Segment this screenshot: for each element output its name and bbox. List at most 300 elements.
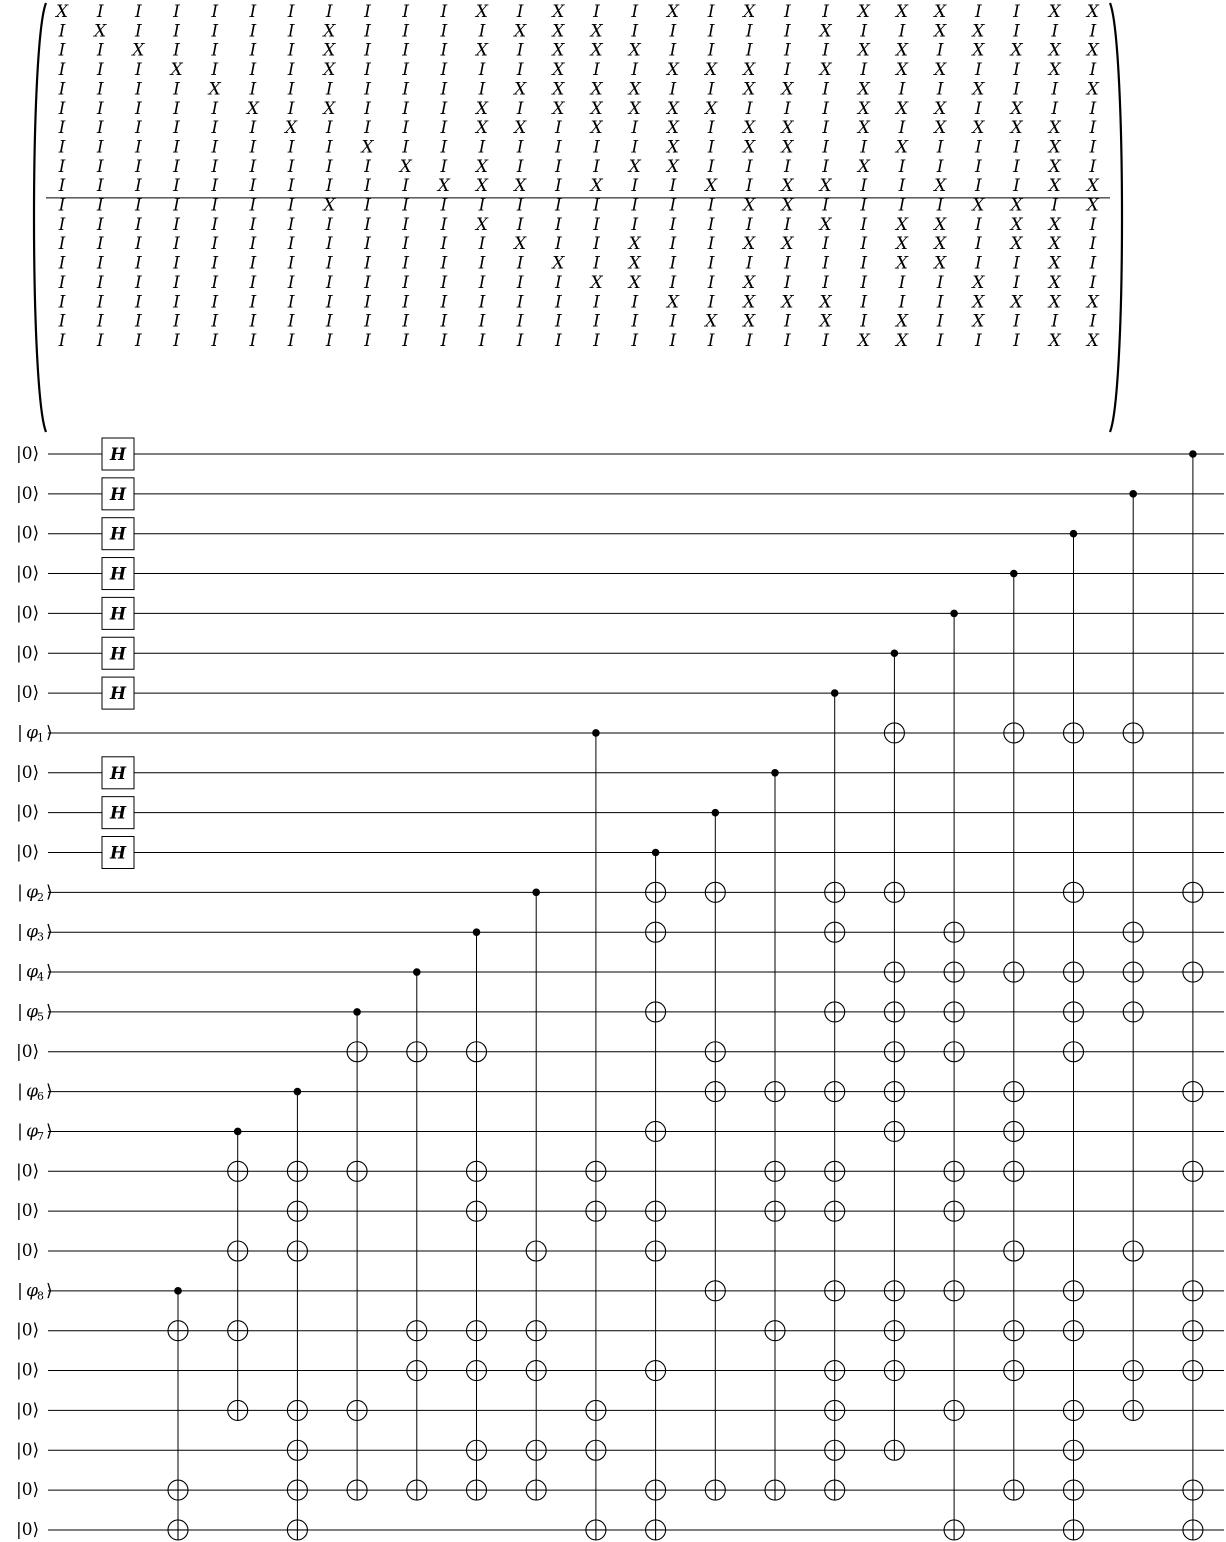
matrix-cell: I [211,40,219,61]
qubit-label [16,1161,39,1181]
cnot-control-dot [294,1088,302,1096]
matrix-cell: I [822,253,829,274]
matrix-cell: I [631,60,639,81]
ket-text: | [17,1280,23,1301]
matrix-cell: X [857,79,870,100]
matrix-cell: I [554,272,562,293]
matrix-cell: I [822,272,829,293]
cnot-target [586,1201,606,1221]
cnot-target [825,922,845,942]
cnot-target [1183,1361,1203,1381]
matrix-cell: I [325,234,333,255]
matrix-cell: I [364,234,371,255]
matrix-cell: I [898,176,906,197]
ket-text: | [17,1121,23,1142]
matrix-cell: I [1013,2,1020,22]
matrix-cell: X [743,311,756,332]
cnot-target [586,1520,606,1540]
cnot-control-dot [652,849,660,857]
matrix-cell: I [707,137,715,158]
cnot-target [1064,1520,1084,1540]
cnot-target [1004,1480,1024,1500]
matrix-cell: I [936,195,944,216]
matrix-cell: I [402,292,409,313]
cnot-target [467,1161,487,1181]
cnot-target [1123,723,1143,743]
cnot-target [228,1241,248,1261]
matrix-cell: X [666,2,679,22]
matrix-cell: I [516,2,524,22]
matrix-cell: I [784,60,791,81]
cnot-target [884,1321,904,1341]
matrix-cell: I [325,2,333,22]
matrix-cell: I [287,98,295,119]
matrix-cell: I [478,137,486,158]
matrix-cell: I [1013,311,1020,332]
matrix-cell: I [860,176,868,197]
matrix-cell: X [628,40,641,61]
matrix-cell: I [440,2,448,22]
matrix-cell: I [554,292,562,313]
cnot-target [1123,962,1143,982]
matrix-cell: I [96,234,104,255]
matrix-cell: I [478,311,486,332]
qubit-label [16,1042,39,1062]
matrix-cell: X [895,214,909,235]
matrix-cell: I [173,21,180,42]
matrix-cell: X [590,21,603,42]
hadamard-label: H [109,564,127,585]
matrix-cell: I [211,98,219,119]
matrix-cell: I [96,272,104,293]
matrix-cell: I [707,214,715,235]
matrix-cell: I [631,2,639,22]
matrix-cell: I [440,60,448,81]
cnot-target [884,1361,904,1381]
cnot-column [765,769,785,1500]
cnot-target [168,1321,188,1341]
matrix-cell: I [58,272,66,293]
cnot-control-dot [1070,530,1078,538]
matrix-cell: I [784,253,791,274]
cnot-target [1064,962,1084,982]
matrix-cell: X [1010,292,1023,313]
matrix-cell: X [666,60,679,81]
matrix-cell: X [934,234,947,255]
cnot-target [705,882,725,902]
matrix-cell: I [440,79,448,100]
matrix-cell: X [743,234,756,255]
matrix-cell: X [1048,330,1061,351]
matrix-cell: X [972,195,985,216]
cnot-target [705,1082,725,1102]
matrix-cell: I [478,195,486,216]
matrix-cell: X [514,21,527,42]
matrix-cell: X [743,79,756,100]
ket-text: |0⟩ [16,1480,40,1501]
matrix-cell: I [1089,253,1097,274]
matrix-cell: I [402,176,409,197]
matrix-cell: X [743,137,756,158]
matrix-cell: I [325,214,333,235]
matrix-cell: I [1013,21,1020,42]
matrix-cell: I [249,176,257,197]
qubit-label [17,922,53,944]
matrix-cell: X [399,156,412,177]
matrix-cell: I [364,79,371,100]
qubit-label [17,962,53,984]
hadamard-gate [102,797,134,829]
cnot-target [1183,1281,1203,1301]
hadamard-label: H [109,445,127,465]
matrix-cell: I [1013,176,1020,197]
matrix-cell: X [934,21,947,42]
cnot-target [646,922,666,942]
matrix-cell: I [58,137,66,158]
cnot-target [586,1400,606,1420]
matrix-cell: I [669,21,677,42]
ket-bracket: ⟩ [46,1280,53,1301]
ket-text: |0⟩ [16,1320,40,1341]
matrix-cell: I [58,195,66,216]
matrix-cell: I [631,118,639,139]
matrix-cell: I [173,176,180,197]
matrix-cell: I [249,330,257,351]
cnot-target [1004,1121,1024,1141]
cnot-target [1123,1241,1143,1261]
matrix-cell: I [860,214,868,235]
matrix-cell: I [936,311,944,332]
matrix-cell: I [249,272,257,293]
cnot-control-dot [413,968,421,976]
cnot-column [646,849,666,1540]
cnot-control-dot [891,649,899,657]
matrix-cell: I [287,79,295,100]
matrix-cell: I [402,60,409,81]
matrix-cell: I [211,137,219,158]
ket-text: |0⟩ [16,1440,40,1461]
cnot-target [287,1241,307,1261]
matrix-cell: I [707,2,715,22]
ket-text: |0⟩ [16,603,40,624]
matrix-cell: I [860,311,868,332]
matrix-cell: I [669,253,677,274]
matrix-cell: X [552,40,565,61]
matrix-cell: X [590,176,603,197]
matrix-cell: I [325,330,333,351]
cnot-target [1064,1321,1084,1341]
matrix-cell: I [325,176,333,197]
matrix-cell: X [475,156,489,177]
matrix-cell: I [173,118,180,139]
matrix-cell: I [1013,79,1020,100]
matrix-cell: I [631,137,639,158]
matrix-cell: X [857,2,870,22]
qubit-label [16,643,39,663]
matrix-cell: I [402,234,409,255]
cnot-control-dot [831,689,839,697]
qubit-label [16,1400,39,1420]
matrix-cell: I [249,214,257,235]
matrix-cell: X [475,176,489,197]
matrix-cell: X [552,60,565,81]
ket-phi: φ [26,1081,38,1102]
matrix-cell: I [554,156,562,177]
matrix-cell: I [135,330,142,351]
matrix-cell: I [1089,214,1097,235]
matrix-cell: I [478,272,486,293]
matrix-cell: X [323,195,336,216]
cnot-target [1064,1480,1084,1500]
matrix-cell: I [135,272,142,293]
matrix-cell: X [972,272,985,293]
matrix-cell: X [514,176,527,197]
matrix-cell: I [440,292,448,313]
matrix-cell: I [402,2,409,22]
cnot-target [1183,1520,1203,1540]
matrix-cell: I [554,330,562,351]
cnot-target [1064,882,1084,902]
qubit-label [17,1082,53,1104]
qubit-label [17,1281,53,1303]
matrix-cell: I [287,272,295,293]
cnot-column [944,610,964,1540]
matrix-cell: I [669,195,677,216]
matrix-cell: I [669,40,677,61]
cnot-target [646,1241,666,1261]
matrix-cell: I [135,214,142,235]
matrix-cell: I [135,234,142,255]
matrix-cell: I [364,21,371,42]
ket-subscript: 8 [37,1289,44,1303]
matrix-cell: X [475,98,489,119]
matrix-cell: I [1051,195,1059,216]
matrix-cell: I [440,272,448,293]
matrix-cell: X [819,311,832,332]
cnot-control-dot [234,1128,242,1136]
matrix-cell: I [822,234,829,255]
ket-text: |0⟩ [16,1161,40,1182]
cnot-target [228,1321,248,1341]
cnot-target [765,1321,785,1341]
ket-text: |0⟩ [16,523,40,544]
matrix-cell: I [325,292,333,313]
matrix-cell: I [1089,137,1097,158]
matrix-cell: I [554,214,562,235]
matrix-cell: X [972,311,985,332]
matrix-cell: I [211,214,219,235]
cnot-column [347,1008,367,1500]
matrix-cell: X [705,311,718,332]
matrix-cell: X [1048,253,1061,274]
matrix-cell: X [972,79,985,100]
matrix-cell: I [249,253,257,274]
matrix-cell: I [707,272,715,293]
cnot-column [705,809,725,1500]
matrix-cell: I [135,253,142,274]
matrix-cell: I [593,234,600,255]
matrix-cell: I [173,272,180,293]
matrix-cell: X [552,2,565,22]
matrix-cell: I [364,214,371,235]
cnot-column [825,689,845,1500]
matrix-cell: I [745,176,753,197]
matrix-cell: I [478,234,486,255]
matrix-cell: I [1013,156,1020,177]
ket-subscript: 3 [37,930,44,944]
matrix-cell: I [287,21,295,42]
matrix-cell: X [475,214,489,235]
matrix-cell: I [1089,118,1097,139]
matrix-cell: I [364,195,371,216]
matrix-cell: I [211,60,219,81]
cnot-target [825,1440,845,1460]
matrix-cell: X [552,253,565,274]
matrix-cell: I [784,311,791,332]
matrix-cell: I [96,79,104,100]
matrix-cell: I [1089,98,1097,119]
matrix-cell: I [1089,272,1097,293]
matrix-cell: I [135,176,142,197]
matrix-cell: I [364,311,371,332]
cnot-target [646,1480,666,1500]
hadamard-label: H [109,484,127,505]
matrix-cell: X [323,21,336,42]
matrix-cell: I [631,311,639,332]
matrix-cell: X [857,118,870,139]
ket-text: |0⟩ [16,1519,40,1540]
matrix-cell: I [707,292,715,313]
matrix-cell: I [516,330,524,351]
matrix-cell: I [211,195,219,216]
cnot-target [765,1201,785,1221]
matrix-cell: X [1010,214,1023,235]
matrix-cell: I [287,311,295,332]
matrix-cell: I [554,195,562,216]
matrix-cell: I [1089,234,1097,255]
cnot-target [526,1480,546,1500]
matrix-cell: I [631,330,639,351]
matrix-cell: I [173,156,180,177]
qubit-label [17,1121,53,1143]
cnot-target [884,1082,904,1102]
matrix-cell: X [628,79,641,100]
qubit-label [17,1002,53,1024]
hadamard-label: H [109,763,127,784]
matrix-cell: X [208,79,221,100]
matrix-cell: X [1086,176,1099,197]
matrix-cell: I [402,214,409,235]
matrix-cell: I [287,176,295,197]
matrix-cell: I [631,214,639,235]
matrix-cell: I [784,214,791,235]
ket-bracket: ⟩ [46,1001,53,1022]
hadamard-label: H [109,843,127,864]
matrix-cell: I [784,21,791,42]
cnot-target [825,1480,845,1500]
matrix-cell: I [135,79,142,100]
matrix-cell: X [743,60,756,81]
matrix-cell: I [173,79,180,100]
matrix-cell: X [743,2,756,22]
matrix-cell: I [516,98,524,119]
matrix-cell: I [58,21,66,42]
cnot-target [1183,1321,1203,1341]
matrix-cell: I [898,79,906,100]
matrix-cell: X [934,253,947,274]
matrix-cell: I [364,60,371,81]
matrix-cell: I [287,60,295,81]
cnot-target [287,1440,307,1460]
matrix-cell: X [819,292,832,313]
matrix-cell: X [743,292,756,313]
matrix-cell: X [1086,40,1099,61]
cnot-target [1004,1361,1024,1381]
cnot-target [287,1480,307,1500]
cnot-target [586,1440,606,1460]
matrix-cell: I [135,137,142,158]
matrix-cell: I [669,214,677,235]
cnot-target [347,1161,367,1181]
cnot-control-dot [771,769,779,777]
matrix-cell: I [58,330,66,351]
matrix-cell: I [936,292,944,313]
matrix-cell: I [402,79,409,100]
matrix-cell: I [1051,98,1059,119]
matrix-cell: I [593,311,600,332]
qubit-label [16,1480,39,1500]
matrix-cell: I [707,118,715,139]
matrix-cell: I [784,40,791,61]
matrix-cell: I [287,137,295,158]
matrix-cell: I [325,272,333,293]
matrix-cell: I [707,79,715,100]
cnot-target [825,1281,845,1301]
matrix-cell: I [96,214,104,235]
matrix-cell: I [58,214,66,235]
matrix-cell: X [628,253,641,274]
matrix-cell: I [440,40,448,61]
cnot-target [944,1520,964,1540]
cnot-target [825,1400,845,1420]
cnot-target [825,1161,845,1181]
cnot-target [467,1042,487,1062]
matrix-cell: I [211,176,219,197]
matrix-cell: X [170,60,183,81]
matrix-cell: X [1048,156,1061,177]
matrix-cell: I [402,118,409,139]
ket-text: |0⟩ [16,802,40,823]
matrix-cell: I [364,156,371,177]
matrix-cell: X [934,118,947,139]
matrix-cell: I [1051,21,1059,42]
ket-text: |0⟩ [16,1241,40,1261]
matrix-cell: I [364,118,371,139]
cnot-target [1004,1241,1024,1261]
matrix-cell: I [822,118,829,139]
matrix-cell: X [781,79,794,100]
ket-text: |0⟩ [16,643,40,664]
matrix-cell: I [96,98,104,119]
ket-text: |0⟩ [16,1360,40,1381]
matrix-cell: X [323,98,336,119]
matrix-cell: I [287,156,295,177]
matrix-cell: X [743,272,756,293]
matrix-cell: X [857,330,870,351]
matrix-cell: I [669,311,677,332]
matrix-cell: I [249,21,257,42]
qubit-label [16,803,39,823]
